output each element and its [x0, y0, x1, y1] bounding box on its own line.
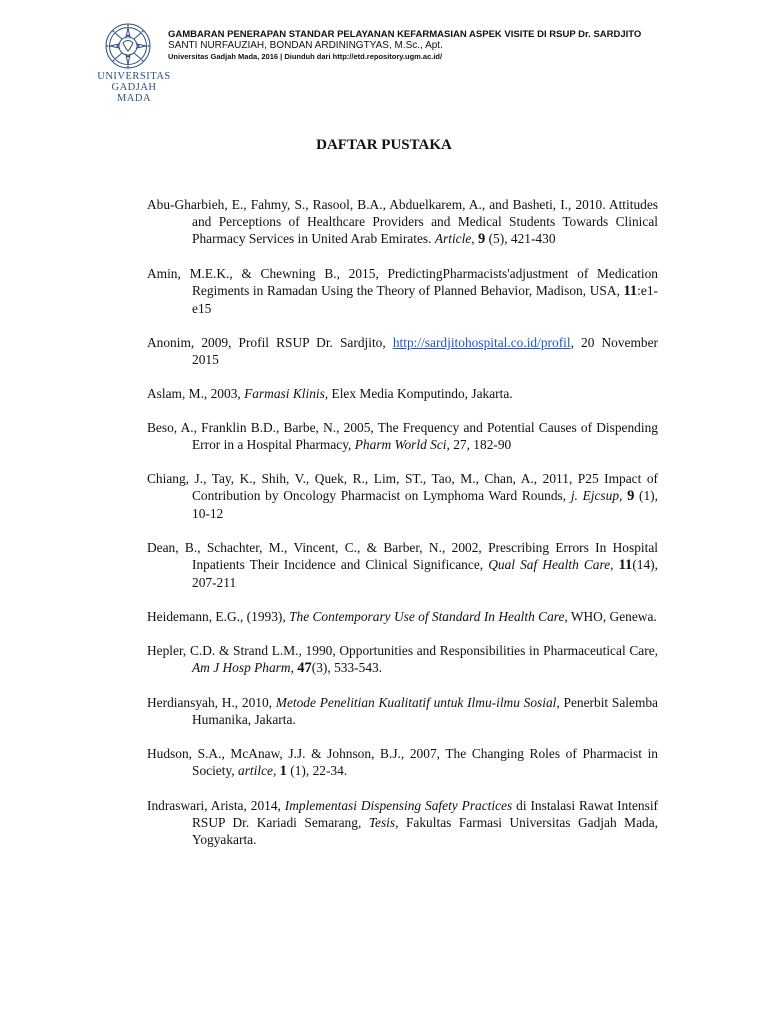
reference-item: Hudson, S.A., McAnaw, J.J. & Johnson, B.J., 2007, The Changing Roles of Pharmacist in Society, artilce, 1 (1), 22-34.: [147, 746, 658, 779]
logo-text-universitas: UNIVERSITAS: [97, 71, 171, 82]
reference-item: Heidemann, E.G., (1993), The Contemporary Use of Standard In Health Care, WHO, Genewa.: [147, 609, 657, 624]
header-text-block: [168, 30, 708, 62]
reference-link[interactable]: http://sardjitohospital.co.id/profil: [392, 335, 571, 350]
reference-item: Chiang, J., Tay, K., Shih, V., Quek, R., Lim, ST., Tao, M., Chan, A., 2011, P25 Impact of Contribution by Oncology Pharmacist on Lymphoma Ward Rounds, j. Ejcsup, 9 (1), 10-12: [147, 471, 658, 521]
document-authors: SANTI NURFAUZIAH, BONDAN ARDININGTYAS, M.Sc., Apt.: [168, 40, 443, 51]
reference-item: Beso, A., Franklin B.D., Barbe, N., 2005, The Frequency and Potential Causes of Dispending Error in a Hospital Pharmacy, Pharm World Sci, 27, 182-90: [147, 420, 658, 452]
page-heading: DAFTAR PUSTAKA: [316, 137, 452, 153]
reference-item: Anonim, 2009, Profil RSUP Dr. Sardjito, http://sardjitohospital.co.id/profil, 20 November 2015: [147, 335, 658, 367]
ugm-emblem-icon: [104, 22, 152, 70]
reference-item: Hepler, C.D. & Strand L.M., 1990, Opportunities and Responsibilities in Pharmaceutical Care, Am J Hosp Pharm, 47(3), 533-543.: [147, 643, 658, 676]
document-title: GAMBARAN PENERAPAN STANDAR PELAYANAN KEFARMASIAN ASPEK VISITE DI RSUP Dr. SARDJITO: [168, 29, 642, 40]
reference-item: Herdiansyah, H., 2010, Metode Penelitian Kualitatif untuk Ilmu-ilmu Sosial, Penerbit Salemba Humanika, Jakarta.: [147, 695, 659, 727]
reference-item: Abu-Gharbieh, E., Fahmy, S., Rasool, B.A., Abduelkarem, A., and Basheti, I., 2010. Attitudes and Perceptions of Healthcare Providers and Medical Students Towards Clinical Pharmacy Services in United Arab Emirates. Article, 9 (5), 421-430: [147, 197, 658, 247]
university-logo: [96, 22, 172, 104]
reference-item: Aslam, M., 2003, Farmasi Klinis, Elex Media Komputindo, Jakarta.: [147, 386, 513, 401]
reference-list: [147, 196, 658, 865]
document-source: Universitas Gadjah Mada, 2016 | Diunduh dari http://etd.repository.ugm.ac.id/: [168, 52, 443, 61]
reference-item: Amin, M.E.K., & Chewning B., 2015, PredictingPharmacists'adjustment of Medication Regiments in Ramadan Using the Theory of Planned Behavior, Madison, USA, 11:e1-e15: [147, 266, 658, 316]
logo-text-gadjah-mada: GADJAH MADA: [111, 82, 157, 104]
reference-item: Indraswari, Arista, 2014, Implementasi Dispensing Safety Practices di Instalasi Rawat Intensif RSUP Dr. Kariadi Semarang, Tesis, Fakultas Farmasi Universitas Gadjah Mada, Yogyakarta.: [147, 798, 659, 847]
page-header: [96, 22, 716, 102]
reference-item: Dean, B., Schachter, M., Vincent, C., & Barber, N., 2002, Prescribing Errors In Hospital Inpatients Their Incidence and Clinical Significance, Qual Saf Health Care, 11(14), 207-211: [147, 540, 658, 590]
